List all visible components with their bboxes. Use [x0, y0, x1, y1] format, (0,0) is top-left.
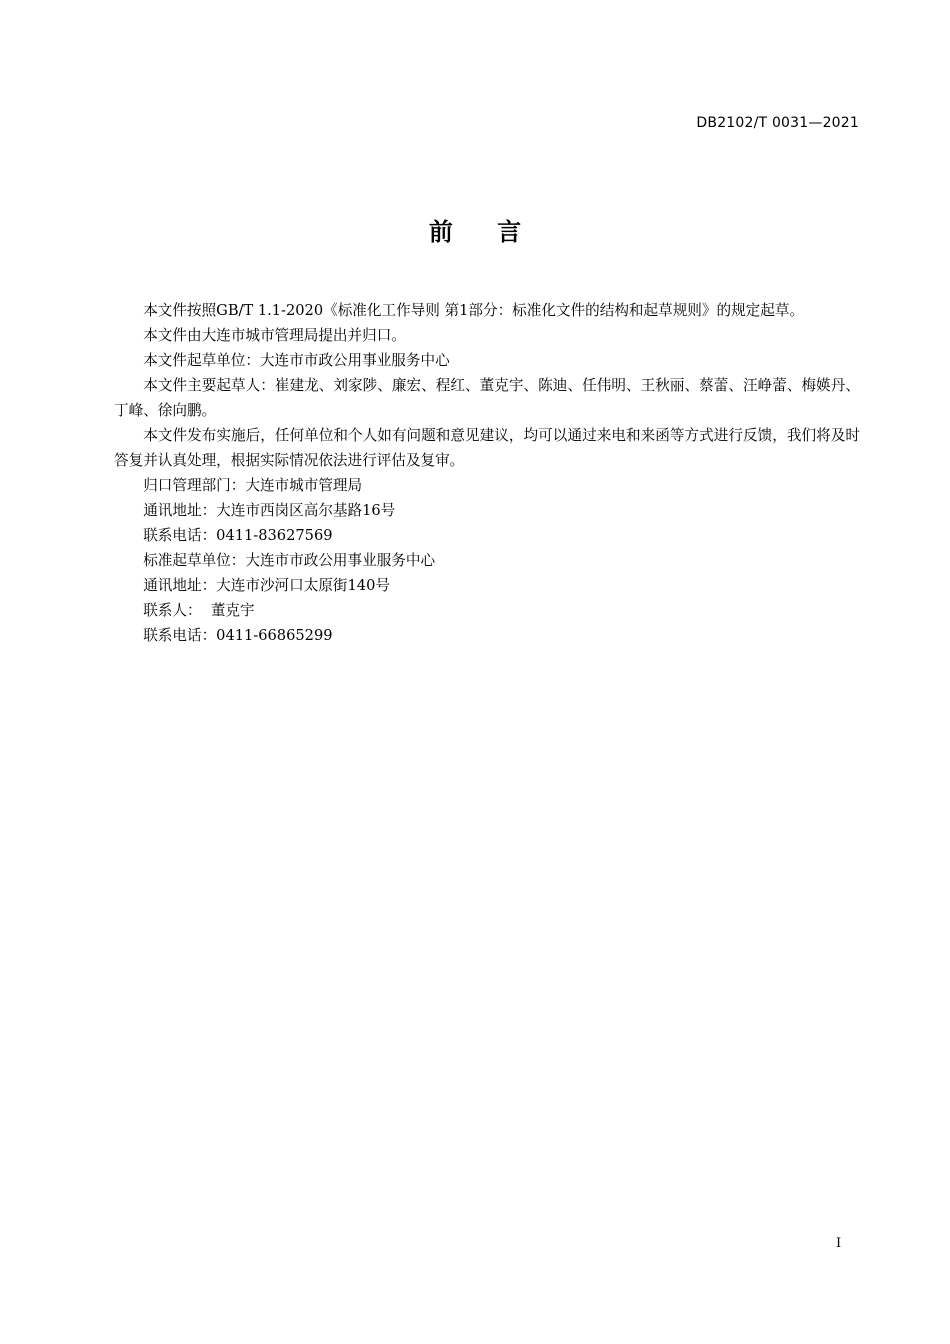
paragraph-contact-person: 联系人： 董克宇 [143, 602, 255, 619]
paragraph-feedback: 本文件发布实施后，任何单位和个人如有问题和意见建议，均可以通过来电和来函等方式进行反馈，我们将及时答复并认真处理，根据实际情况依法进行评估及复审。 [114, 427, 860, 469]
page-title: 前 言 [428, 218, 540, 246]
paragraph-admin-address: 通讯地址：大连市西岗区高尔基路16号 [143, 502, 396, 519]
paragraph-proposer: 本文件由大连市城市管理局提出并归口。 [143, 327, 406, 344]
paragraph-contact-phone: 联系电话：0411-66865299 [143, 627, 333, 644]
page-number: I [836, 1236, 842, 1251]
document-code: DB2102/T 0031—2021 [696, 115, 859, 131]
paragraph-drafting-unit: 本文件起草单位：大连市市政公用事业服务中心 [143, 352, 450, 369]
paragraph-drafting-address: 通讯地址：大连市沙河口太原街140号 [143, 577, 390, 594]
paragraph-drafters: 本文件主要起草人：崔建龙、刘家陟、廉宏、程红、董克宇、陈迪、任伟明、王秋丽、蔡蕾、汪峥蕾、梅媖丹、丁峰、徐向鹏。 [114, 377, 860, 419]
paragraph-drafting-basis: 本文件按照GB/T 1.1-2020《标准化工作导则 第1部分：标准化文件的结构和起草规则》的规定起草。 [143, 302, 805, 319]
paragraph-standard-drafting-unit: 标准起草单位：大连市市政公用事业服务中心 [143, 552, 436, 569]
paragraph-admin-department: 归口管理部门：大连市城市管理局 [143, 477, 363, 494]
foreword-body [114, 298, 860, 648]
paragraph-admin-phone: 联系电话：0411-83627569 [143, 527, 333, 544]
